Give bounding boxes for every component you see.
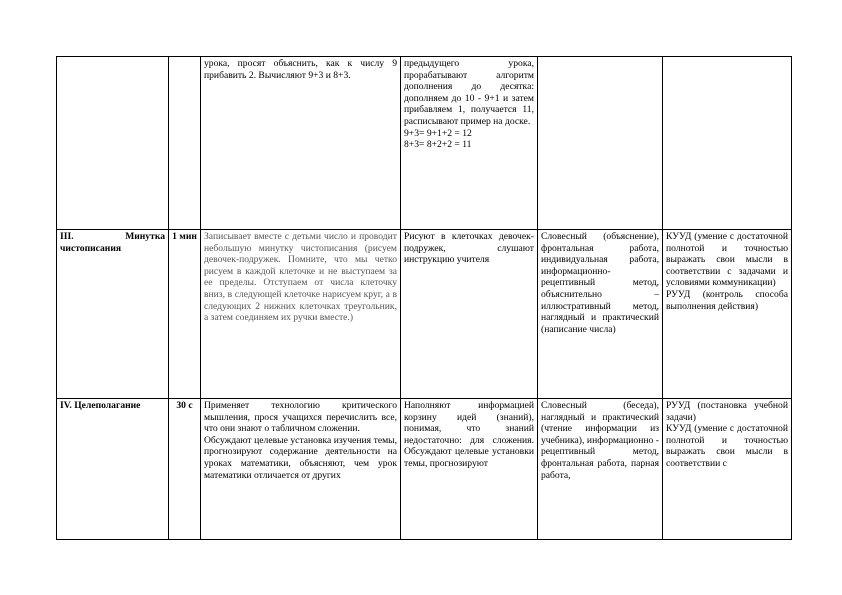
teacher-activity-cell — [201, 399, 401, 540]
methods-cell — [538, 57, 663, 230]
uud-text: РУУД (контроль способа выполнения действия) — [666, 288, 788, 312]
stage-cell — [57, 230, 169, 399]
table-row — [57, 230, 792, 399]
teacher-text: Применяет технологию критического мышления, прося учащихся перечислить все, что они знают о табличном сложении. — [204, 400, 397, 435]
uud-cell — [663, 230, 792, 399]
lesson-plan-table — [56, 56, 792, 540]
methods-cell — [538, 230, 663, 399]
teacher-text: Обсуждают целевые установка изучения темы, прогнозируют содержание деятельности на уроках математики, объясняют, чем урок математики отличается от других — [204, 434, 397, 481]
methods-text: Словесный (беседа), наглядный и практический (чтение информации из учебника), информационно - рецептивный метод, фронтальная работа, парная работа, — [541, 400, 659, 481]
student-text: Рисуют в клеточках девочек-подружек, слушают инструкцию учителя — [404, 231, 534, 266]
student-activity-cell — [401, 57, 538, 230]
stage-title: IV. Целеполагание — [60, 400, 141, 411]
example-line: 9+3= 9+1+2 = 12 — [404, 127, 472, 139]
stage-time: 1 мин — [172, 231, 197, 242]
stage-cell — [57, 399, 169, 540]
uud-text: КУУД (умение с достаточной полнотой и точностью выражать свои мысли в соответствии с задачами и условиями коммуникации) — [666, 231, 788, 289]
uud-cell — [663, 57, 792, 230]
lesson-plan-page — [56, 56, 791, 540]
student-activity-cell — [401, 399, 538, 540]
teacher-activity-cell — [201, 57, 401, 230]
time-cell — [169, 57, 201, 230]
methods-cell — [538, 399, 663, 540]
time-cell — [169, 230, 201, 399]
student-text: предыдущего урока, прорабатывают алгоритм дополнения до десятка: дополняем до 10 - 9+1 и затем прибавляем 1, получается 11, расписывают пример на доске. — [404, 58, 534, 127]
table-row — [57, 399, 792, 540]
table-row — [57, 57, 792, 230]
stage-cell — [57, 57, 169, 230]
time-cell — [169, 399, 201, 540]
student-text: Наполняют информацией корзину идей (знаний), понимая, что знаний недостаточно: для сложения. Обсуждают целевые установки темы, прогнозируют — [404, 400, 534, 469]
uud-text: КУУД (умение с достаточной полнотой и точностью выражать свои мысли в соответствии с — [666, 423, 788, 469]
teacher-text: урока, просят объяснить, как к числу 9 прибавить 2. Вычисляют 9+3 и 8+3. — [204, 58, 397, 81]
uud-text: РУУД (постановка учебной задачи) — [666, 400, 788, 423]
teacher-text: Записывает вместе с детьми число и проводит небольшую минутку чистописания (рисуем девочек-подружек. Помните, что мы четко рисуем в каждой клеточке и не выступаем за ее пределы. Отступаем от числа клеточку вниз, в следующей клеточке нарисуем круг, а в следующих 2 нижних клеточках треугольник, а затем соединяем их ручки вместе.) — [204, 231, 397, 324]
uud-cell — [663, 399, 792, 540]
methods-text: Словесный (объяснение), фронтальная работа, индивидуальная работа, информационно-рецептивный метод, объяснительно – иллюстративный метод, наглядный и практический (написание числа) — [541, 231, 659, 335]
student-activity-cell — [401, 230, 538, 399]
teacher-activity-cell — [201, 230, 401, 399]
stage-title: III. Минутка чистописания — [60, 231, 165, 254]
stage-time: 30 с — [176, 400, 193, 411]
example-line: 8+3= 8+2+2 = 11 — [404, 139, 472, 151]
